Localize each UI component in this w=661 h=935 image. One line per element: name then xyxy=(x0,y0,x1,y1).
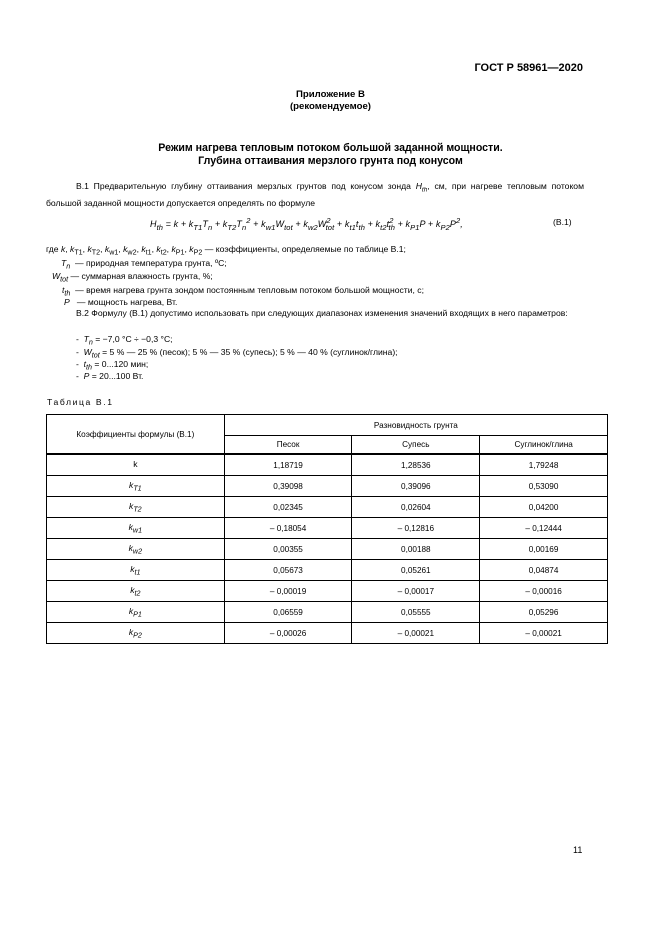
range-tth-text: = 0...120 мин; xyxy=(92,359,149,369)
coefficient-value: 0,00355 xyxy=(224,539,352,560)
header-loam-clay: Суглинок/глина xyxy=(480,436,608,455)
range-p: - P = 20...100 Вт. xyxy=(76,371,144,381)
range-tn: - $T_n = -7,0$ °С ÷ −0,3 °С; xyxy=(76,334,173,347)
coefficient-value: 0,04874 xyxy=(480,560,608,581)
range-tn-text: = −7,0 °С ÷ −0,3 °С; xyxy=(92,334,173,344)
coefficient-value: 1,18719 xyxy=(224,454,352,476)
coefficient-name xyxy=(47,497,225,518)
range-tn-sym: T xyxy=(83,334,89,344)
coefficient-subscript: t1 xyxy=(134,568,141,577)
range-tth-sub: th xyxy=(86,363,92,372)
appendix-subtitle: (рекомендуемое) xyxy=(289,101,371,112)
range-wtot-sym: W xyxy=(83,347,92,357)
paragraph-b1-part1: В.1 Предварительную глубину оттаивания мерзлых грунтов под конусом зонда xyxy=(76,181,416,191)
range-tn-sub: n xyxy=(88,338,93,347)
coefficient-symbol: k xyxy=(128,521,133,532)
section-title-line2: Глубина оттаивания мерзлого грунта под конусом xyxy=(198,155,463,167)
header-soil-type: Разновидность грунта xyxy=(224,415,607,436)
range-tth: - $t_{th} = 0...120$ мин; xyxy=(76,359,149,372)
coefficient-symbol: k xyxy=(128,542,133,553)
definition-wtot-text: — суммарная влажность грунта, %; xyxy=(70,271,213,281)
definition-tn-text: — природная температура грунта, ºС; xyxy=(75,258,227,268)
coefficient-subscript: P1 xyxy=(133,610,142,619)
definition-p-text: — мощность нагрева, Вт. xyxy=(76,297,178,307)
coefficient-subscript: T2 xyxy=(133,505,142,514)
coefficient-symbol: k xyxy=(133,458,138,469)
coefficient-value: – 0,00021 xyxy=(352,623,480,644)
coefficient-subscript: w1 xyxy=(132,526,143,535)
coefficient-value: – 0,18054 xyxy=(224,518,352,539)
coefficient-value: 0,39096 xyxy=(352,476,480,497)
table-row xyxy=(47,476,608,497)
coefficient-value: 1,79248 xyxy=(480,454,608,476)
coefficients-table xyxy=(46,414,608,644)
page-number: 11 xyxy=(573,845,583,855)
coefficient-value: – 0,00021 xyxy=(480,623,608,644)
coefficient-symbol: k xyxy=(129,500,134,511)
coefficient-name xyxy=(47,560,225,581)
range-wtot-sub: tot xyxy=(91,351,100,360)
paragraph-b1: В.1 Предварительную глубину оттаивания мерзлых грунтов под конусом зонда $H_{th}$, см, при нагреве тепловым потоком большой заданной мощности допускается определять по формуле xyxy=(46,181,584,208)
coefficient-symbol: k xyxy=(130,584,135,595)
coefficient-name xyxy=(47,602,225,623)
table-row xyxy=(47,454,608,476)
coefficient-value: 0,02604 xyxy=(352,497,480,518)
definition-p: P — мощность нагрева, Вт. xyxy=(64,297,178,307)
coefficient-value: – 0,00026 xyxy=(224,623,352,644)
range-wtot-text: = 5 % — 25 % (песок); 5 % — 35 % (супесь); 5 % — 40 % (суглинок/глина); xyxy=(99,347,398,357)
coefficient-subscript: T1 xyxy=(133,484,142,493)
table-row xyxy=(47,581,608,602)
section-title xyxy=(0,142,661,168)
coefficient-value: 0,06559 xyxy=(224,602,352,623)
coefficient-value: 0,05555 xyxy=(352,602,480,623)
definition-tth-text: — время нагрева грунта зондом постоянным тепловым потоком большой мощности, с; xyxy=(75,285,424,295)
coefficient-name xyxy=(47,454,225,476)
coefficient-name xyxy=(47,539,225,560)
table-row xyxy=(47,518,608,539)
coefficient-value: – 0,12444 xyxy=(480,518,608,539)
coefficient-symbol: k xyxy=(130,563,135,574)
coefficient-symbol: k xyxy=(128,605,134,616)
coefficient-value: – 0,12816 xyxy=(352,518,480,539)
appendix-heading xyxy=(0,89,661,113)
header-sand: Песок xyxy=(224,436,352,455)
coefficient-value: – 0,00017 xyxy=(352,581,480,602)
table-caption: Таблица В.1 xyxy=(47,397,114,407)
coefficient-subscript: w2 xyxy=(132,547,143,556)
range-tth-sym: t xyxy=(83,359,87,369)
coefficient-subscript: t2 xyxy=(134,589,141,598)
definition-intro: где xyxy=(46,244,61,254)
coefficient-value: 0,39098 xyxy=(224,476,352,497)
definition-wtot: $W_{tot}$ — суммарная влажность грунта, %; xyxy=(52,271,213,284)
coefficient-value: 0,00169 xyxy=(480,539,608,560)
definition-tn: $T_n$ — природная температура грунта, ºС; xyxy=(61,258,227,271)
formula-number: (В.1) xyxy=(553,217,572,227)
coefficient-value: 0,05296 xyxy=(480,602,608,623)
coefficient-value: 0,05673 xyxy=(224,560,352,581)
coefficient-value: 0,53090 xyxy=(480,476,608,497)
coefficient-value: 0,02345 xyxy=(224,497,352,518)
paragraph-b2: В.2 Формулу (В.1) допустимо использовать при следующих диапазонах изменения значений входящих в него параметров: xyxy=(76,308,568,318)
range-wtot: - $W_{tot} = 5$ % — 25 % (песок); 5 % — 35 % (супесь); 5 % — 40 % (суглинок/глина); xyxy=(76,347,398,360)
table-row xyxy=(47,623,608,644)
header-sandy-loam: Супесь xyxy=(352,436,480,455)
table-row xyxy=(47,602,608,623)
table-row xyxy=(47,539,608,560)
definition-tth: $t_{th}$ — время нагрева грунта зондом постоянным тепловым потоком большой мощности, с; xyxy=(62,285,424,298)
coefficient-name xyxy=(47,476,225,497)
coefficient-value: 0,05261 xyxy=(352,560,480,581)
coefficient-value: 0,04200 xyxy=(480,497,608,518)
coefficient-name xyxy=(47,581,225,602)
coefficient-symbol: k xyxy=(128,626,134,637)
paragraph-b1-part2: , см, при нагреве тепловым потоком большой заданной мощности допускается определять по формуле xyxy=(46,181,584,208)
table-row xyxy=(47,497,608,518)
formula-b1: $H_{th} = k + k_{T1}T_n + k_{T2}T_n^2 + k_{w1}W_{tot} + k_{w2}W^2_{tot} + k_{t1}t_{th} + k_{t2}t^2_{th} + k_{P1}P + k_{P2}P^2$, xyxy=(150,216,463,232)
range-p-sym: P xyxy=(83,371,90,381)
header-formula-coefficients: Коэффициенты формулы (В.1) xyxy=(47,415,225,455)
coefficient-name xyxy=(47,623,225,644)
definition-coeff-text: — коэффициенты, определяемые по таблице В.1; xyxy=(204,244,406,254)
coefficient-name xyxy=(47,518,225,539)
table-row xyxy=(47,560,608,581)
coefficient-value: 1,28536 xyxy=(352,454,480,476)
standard-code: ГОСТ Р 58961—2020 xyxy=(474,62,583,74)
section-title-line1: Режим нагрева тепловым потоком большой заданной мощности. xyxy=(158,142,503,154)
coefficient-value: 0,00188 xyxy=(352,539,480,560)
appendix-title: Приложение В xyxy=(296,89,365,100)
coefficient-subscript: P2 xyxy=(133,631,142,640)
coefficient-symbol: k xyxy=(129,479,134,490)
range-p-text: = 20...100 Вт. xyxy=(89,371,144,381)
definition-coefficients: где k, $k_{T1}$, $k_{T2}$, $k_{w1}$, $k_{w2}$, $k_{t1}$, $k_{t2}$, $k_{P1}$, $k_{P2}$ — коэффициенты, определяемые по таблице В.1; xyxy=(46,244,406,257)
coefficient-value: – 0,00019 xyxy=(224,581,352,602)
coefficient-value: – 0,00016 xyxy=(480,581,608,602)
